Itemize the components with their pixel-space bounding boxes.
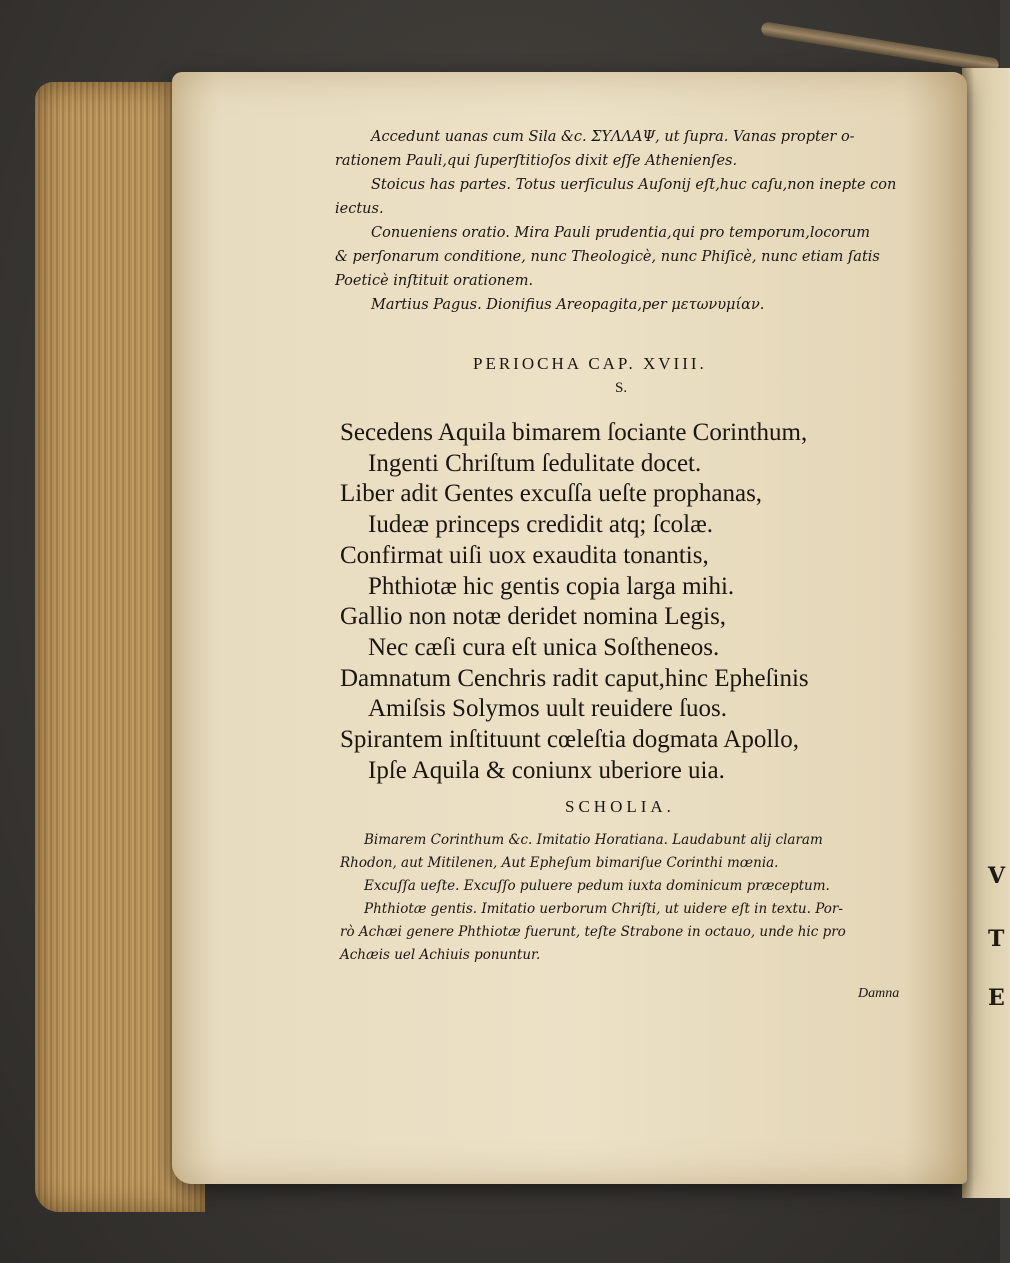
poem-line: Gallio non notæ deridet nomina Legis, bbox=[340, 603, 727, 631]
poem-line: Liber adit Gentes excuſſa ueſte prophanas, bbox=[340, 480, 763, 508]
facing-page-letter: V bbox=[988, 863, 1006, 889]
note-line: Poeticè inſtituit orationem. bbox=[335, 273, 534, 289]
poem-line: Nec cæſi cura eſt unica Soſtheneos. bbox=[368, 633, 720, 661]
note-line: Martius Pagus. Dionifius Areopagita,per μετωνυμίαν. bbox=[371, 297, 765, 313]
scholia-line: Excuſſa ueſte. Excuſſo puluere pedum iuxta dominicum præceptum. bbox=[364, 878, 830, 894]
catchword: Damna bbox=[858, 986, 900, 1001]
poem-line: Amiſsis Solymos uult reuidere ſuos. bbox=[368, 695, 728, 723]
poem-line: Damnatum Cenchris radit caput,hinc Epheſinis bbox=[340, 664, 809, 692]
poem-line: Ipſe Aquila & coniunx uberiore uia. bbox=[368, 756, 725, 784]
scholia-line: Achæis uel Achiuis ponuntur. bbox=[340, 947, 541, 963]
facing-page-edge bbox=[962, 68, 1010, 1198]
poem-line: Confirmat uiſi uox exaudita tonantis, bbox=[340, 541, 709, 569]
poem-line: Secedens Aquila bimarem ſociante Corinthum, bbox=[340, 419, 808, 446]
poem-line: Iudeæ princeps credidit atq; ſcolæ. bbox=[368, 511, 714, 539]
scholia-line: rò Achæi genere Phthiotæ fuerunt, teſte Strabone in octauo, unde hic pro bbox=[340, 924, 846, 940]
note-line: rationem Pauli,qui ſuperſtitioſos dixit eſſe Athenienſes. bbox=[335, 153, 738, 169]
note-line: Conueniens oratio. Mira Pauli prudentia,qui pro temporum,locorum bbox=[371, 225, 871, 241]
commentary-notes bbox=[335, 125, 925, 317]
note-line: & perſonarum conditione, nunc Theologicè, nunc Phiſicè, nunc etiam ſatis bbox=[335, 249, 880, 265]
poem-line: Spirantem inſtituunt cœleſtia dogmata Apollo, bbox=[340, 726, 799, 754]
scholia-line: Bimarem Corinthum &c. Imitatio Horatiana. Laudabunt alij claram bbox=[364, 832, 823, 848]
poem-block bbox=[340, 418, 900, 786]
section-mark: S. bbox=[615, 380, 628, 396]
poem-line: Phthiotæ hic gentis copia larga mihi. bbox=[368, 572, 735, 600]
periocha-heading: PERIOCHA CAP. XVIII. bbox=[473, 354, 707, 373]
poem-line: Ingenti Chriſtum ſedulitate docet. bbox=[368, 449, 702, 477]
note-line: Stoicus has partes. Totus uerſiculus Auſonij eſt,huc caſu,non inepte con bbox=[371, 177, 897, 193]
facing-page-letter: T bbox=[988, 926, 1005, 952]
scholia-line: Rhodon, aut Mitilenen, Aut Epheſum bimariſue Corinthi mœnia. bbox=[340, 855, 779, 871]
scholia-line: Phthiotæ gentis. Imitatio uerborum Chriſti, ut uidere eſt in textu. Por- bbox=[364, 901, 843, 917]
facing-page-letter: E bbox=[988, 985, 1005, 1011]
scholia-notes bbox=[340, 829, 925, 967]
scholia-heading: SCHOLIA. bbox=[565, 797, 675, 816]
note-line: Accedunt uanas cum Sila &c. ΣΥΛΛΑΨ, ut ſupra. Vanas propter o- bbox=[371, 129, 855, 145]
note-line: iectus. bbox=[335, 201, 384, 217]
